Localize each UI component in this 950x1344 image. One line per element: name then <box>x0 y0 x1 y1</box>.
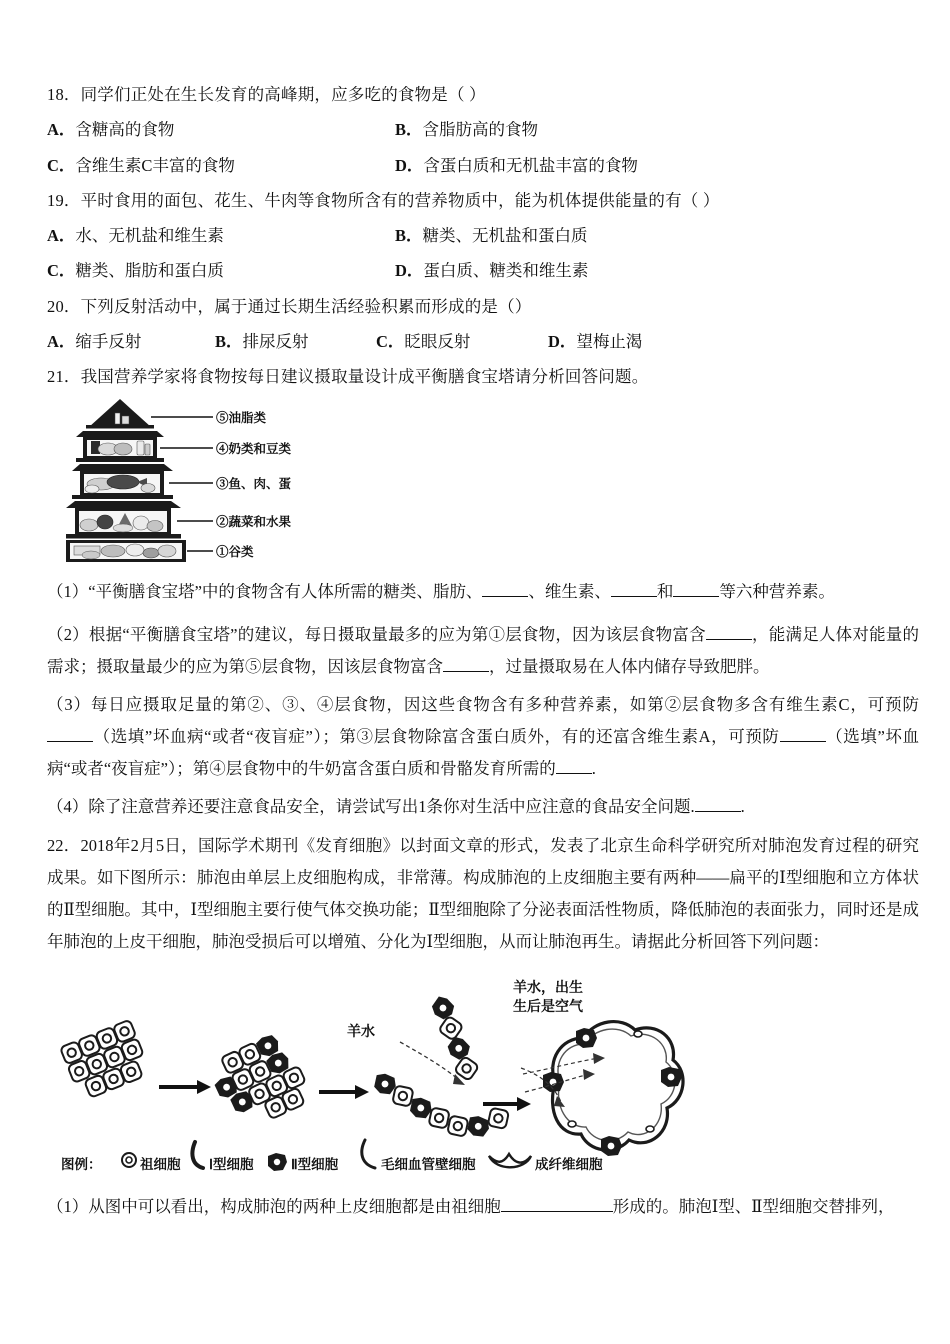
legend-title: 图例： <box>61 1157 102 1173</box>
option-18-D[interactable] <box>395 155 638 177</box>
option-20-B-text: 排尿反射 <box>242 331 309 351</box>
legend-symbol-fibroblast <box>489 1154 531 1167</box>
q22-s1-p1: （1）从图中可以看出，构成肺泡的两种上皮细胞都是由祖细胞 <box>47 1197 501 1217</box>
answer-blank[interactable] <box>780 741 826 742</box>
question-21-sub-2 <box>47 619 919 683</box>
q21-s3-p2: （选填”坏血病“或者“夜盲症”）；第③层食物除富含蛋白质外，有的还富含维生素A，可预防 <box>93 727 780 747</box>
option-20-C-text: 眨眼反射 <box>404 331 471 351</box>
legend-label-type-I: Ⅰ型细胞 <box>209 1157 254 1173</box>
question-19-options-row-2 <box>47 260 919 282</box>
option-20-A[interactable] <box>47 331 215 353</box>
option-18-C[interactable] <box>47 155 395 177</box>
answer-blank[interactable] <box>556 773 592 774</box>
legend-symbol-progenitor <box>122 1153 136 1167</box>
amniotic-fluid-air-label-line2: 生后是空气 <box>513 998 583 1015</box>
question-21-text: 我国营养学家将食物按每日建议摄取量设计成平衡膳食宝塔请分析回答问题。 <box>80 367 649 387</box>
option-19-D-text: 蛋白质、糖类和维生素 <box>423 261 589 281</box>
question-19-text: 平时食用的面包、花生、牛肉等食物所含有的营养物质中，能为机体提供能量的有（ ） <box>80 190 720 210</box>
q22-s1-p2: 形成的。肺泡Ⅰ型、Ⅱ型细胞交替排列， <box>612 1197 895 1217</box>
q21-s2-p1: （2）根据“平衡膳食宝塔”的建议，每日摄取量最多的应为第①层食物，因为该层食物富含 <box>47 624 706 644</box>
pagoda-tier-2 <box>66 501 181 539</box>
option-18-B-text: 含脂肪高的食物 <box>422 120 539 140</box>
option-18-A-text: 含糖高的食物 <box>75 120 175 140</box>
option-18-A-label: A． <box>47 120 76 140</box>
amniotic-fluid-air-label-line1: 羊水，出生 <box>513 979 583 996</box>
alveolus-development-figure <box>55 964 695 1179</box>
question-21-stem <box>47 366 919 388</box>
option-18-C-label: C． <box>47 155 76 175</box>
alveoli-stage-3 <box>368 994 511 1145</box>
question-18-options-row-2 <box>47 155 919 177</box>
question-18-options-row-1 <box>47 119 919 141</box>
question-19-options-row-1 <box>47 225 919 247</box>
option-18-D-text: 含蛋白质和无机盐丰富的食物 <box>423 155 638 175</box>
legend-symbol-type-II <box>268 1153 287 1171</box>
option-20-D-text: 望梅止渴 <box>576 331 643 351</box>
q21-s1-p4: 等六种营养素。 <box>719 582 835 602</box>
option-20-A-label: A． <box>47 331 76 351</box>
question-21-sub-4 <box>47 791 919 823</box>
pagoda-tier-3 <box>72 464 173 499</box>
legend-label-capillary: 毛细血管壁细胞 <box>381 1157 476 1173</box>
question-20-options-row <box>47 331 919 353</box>
answer-blank[interactable] <box>695 811 741 812</box>
q21-s2-p3: ，过量摄取易在人体内储存导致肥胖。 <box>489 656 770 676</box>
pagoda-label-2: ②蔬菜和水果 <box>216 515 292 530</box>
legend-symbol-capillary <box>362 1140 375 1168</box>
q21-s4-p2: . <box>740 797 745 817</box>
pagoda-label-3: ③鱼、肉、蛋 <box>216 477 292 492</box>
question-22-stem: 22．2018年2月5日，国际学术期刊《发育细胞》以封面文章的形式，发表了北京生命科学研究所对肺泡发育过程的研究成果。如下图所示：肺泡由单层上皮细胞构成，非常薄。构成肺泡的上皮细胞主要有两种——扁平的Ⅰ型细胞和立方体状的Ⅱ型细胞。其中，Ⅰ型细胞主要行使气体交换功能；Ⅱ型细胞除了分泌表面活性物质，降低肺泡的表面张力，同时还是成年肺泡的上皮干细胞，肺泡受损后可以增殖、分化为Ⅰ型细胞，从而让肺泡再生。请据此分析回答下列问题： <box>47 835 919 952</box>
legend-label-type-II: Ⅱ型细胞 <box>291 1157 339 1173</box>
option-18-A[interactable] <box>47 119 395 141</box>
question-20-text: 下列反射活动中，属于通过长期生活经验积累而形成的是（） <box>80 296 532 316</box>
amniotic-fluid-label: 羊水 <box>347 1023 375 1040</box>
option-19-B-label: B． <box>395 226 423 246</box>
option-20-B-label: B． <box>215 331 243 351</box>
pagoda-label-4: ④奶类和豆类 <box>216 442 292 457</box>
question-18-number: 18． <box>47 85 81 104</box>
alveoli-stage-2 <box>205 1029 314 1135</box>
page-content <box>47 84 919 1223</box>
pagoda-label-1: ①谷类 <box>216 545 254 560</box>
process-arrow-3 <box>483 1097 531 1111</box>
answer-blank[interactable] <box>47 741 93 742</box>
pagoda-tier-1 <box>66 540 186 562</box>
option-19-A[interactable] <box>47 225 395 247</box>
q21-s3-p3: （选填”坏血病“或者“夜盲症”）；第④层食物中的牛奶富含蛋白质和骨骼发育所需的 <box>47 727 919 779</box>
answer-blank[interactable] <box>673 596 719 597</box>
answer-blank[interactable] <box>443 671 489 672</box>
legend-label-progenitor: 祖细胞 <box>140 1157 181 1173</box>
option-18-B[interactable] <box>395 119 538 141</box>
question-19-stem <box>47 190 919 212</box>
option-19-C-text: 糖类、脂肪和蛋白质 <box>75 261 224 281</box>
process-arrow-2 <box>319 1085 369 1099</box>
question-19-number: 19． <box>47 190 81 210</box>
option-20-C[interactable] <box>376 331 548 353</box>
pagoda-tier-4 <box>76 431 164 462</box>
question-18-stem <box>47 84 919 106</box>
alveoli-stage-1 <box>60 1020 151 1102</box>
legend-symbol-type-I <box>192 1142 203 1168</box>
question-21-sub-1 <box>47 576 919 608</box>
option-19-D[interactable] <box>395 260 588 282</box>
option-19-B-text: 糖类、无机盐和蛋白质 <box>422 226 588 246</box>
q21-s3-p4: . <box>591 759 596 779</box>
question-20-stem <box>47 296 919 318</box>
pagoda-label-5: ⑤油脂类 <box>216 411 267 426</box>
question-21-number: 21． <box>47 367 81 387</box>
question-21-sub-3 <box>47 689 919 786</box>
q21-s1-p3: 和 <box>656 582 674 602</box>
option-20-A-text: 缩手反射 <box>75 331 142 351</box>
option-20-C-label: C． <box>376 331 405 351</box>
answer-blank[interactable] <box>501 1211 613 1212</box>
option-19-D-label: D． <box>395 261 424 281</box>
option-19-A-text: 水、无机盐和维生素 <box>75 226 224 246</box>
answer-blank[interactable] <box>482 596 528 597</box>
q21-s1-p1: （1）“平衡膳食宝塔”中的食物含有人体所需的糖类、脂肪、 <box>47 582 483 602</box>
answer-blank[interactable] <box>611 596 657 597</box>
question-18-text: 同学们正处在生长发育的高峰期，应多吃的食物是（ ） <box>80 85 486 104</box>
q21-s1-p2: 、维生素、 <box>528 582 611 602</box>
option-19-C[interactable] <box>47 260 395 282</box>
option-18-D-label: D． <box>395 155 424 175</box>
option-19-A-label: A． <box>47 226 76 246</box>
option-19-B[interactable] <box>395 225 588 247</box>
question-20-number: 20． <box>47 296 81 316</box>
balanced-diet-pagoda-figure <box>61 395 311 563</box>
process-arrow-1 <box>159 1080 211 1094</box>
option-19-C-label: C． <box>47 261 76 281</box>
q21-s4-p1: （4）除了注意营养还要注意食品安全，请尝试写出1条你对生活中应注意的食品安全问题. <box>47 797 695 817</box>
figure-legend <box>61 1140 603 1172</box>
option-18-C-text: 含维生素C丰富的食物 <box>75 155 235 175</box>
option-20-B[interactable] <box>215 331 376 353</box>
option-20-D[interactable] <box>548 331 642 353</box>
option-20-D-label: D． <box>548 331 577 351</box>
q21-s3-p1: （3）每日应摄取足量的第②、③、④层食物，因这些食物含有多种营养素，如第②层食物多含有维生素C，可预防 <box>47 694 919 714</box>
alveoli-stage-4 <box>521 1022 683 1156</box>
answer-blank[interactable] <box>706 639 752 640</box>
legend-label-fibroblast: 成纤维细胞 <box>535 1157 603 1173</box>
pagoda-tier-5 <box>86 399 154 429</box>
option-18-B-label: B． <box>395 120 423 140</box>
question-22-sub-1 <box>47 1191 919 1223</box>
q21-s2-p2: ，能满足人体对能量的需求；摄取量最少的应为第⑤层食物，因该层食物富含 <box>47 624 920 676</box>
